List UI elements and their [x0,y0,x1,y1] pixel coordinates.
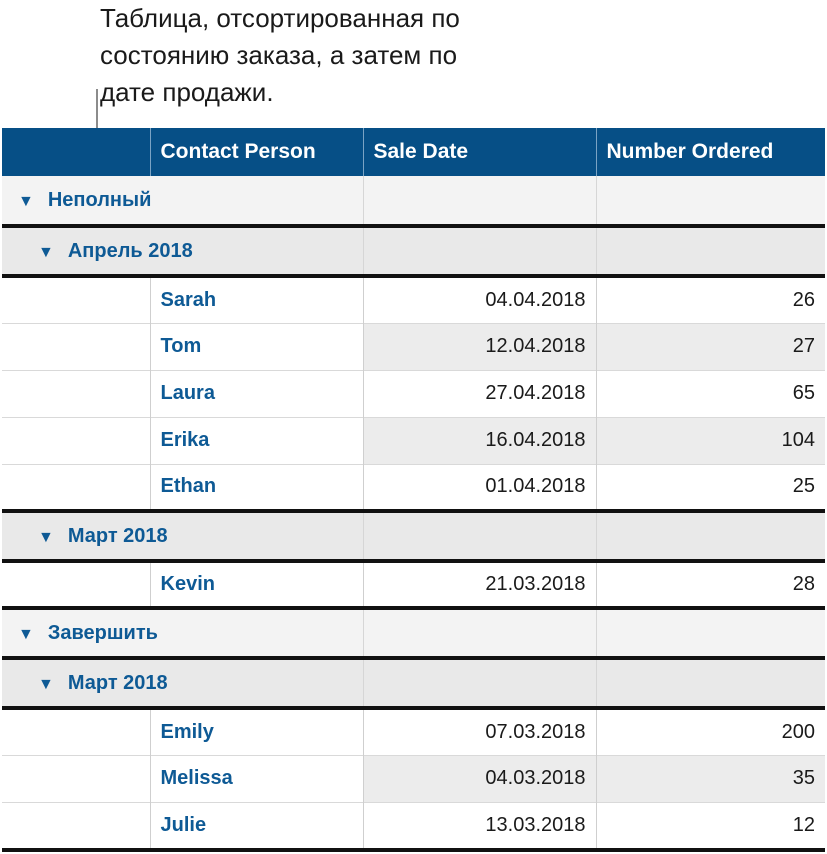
subgroup-row[interactable] [2,658,825,708]
table-bottom-border [2,848,825,852]
number-cell[interactable]: 200 [596,708,825,755]
header-cell-empty [2,128,150,176]
date-cell[interactable]: 21.03.2018 [363,561,596,608]
triangle-down-icon[interactable]: ▼ [18,625,34,643]
contact-cell[interactable]: Julie [150,802,363,849]
triangle-down-icon[interactable]: ▼ [18,192,34,210]
date-cell[interactable]: 27.04.2018 [363,370,596,417]
number-cell[interactable]: 28 [596,561,825,608]
group-row[interactable] [2,608,825,658]
table-row[interactable] [2,464,825,511]
group-row[interactable] [2,176,825,226]
header-sale-date[interactable]: Sale Date [363,128,596,176]
table-row[interactable] [2,802,825,849]
table-row[interactable] [2,370,825,417]
date-cell[interactable]: 13.03.2018 [363,802,596,849]
contact-cell[interactable]: Ethan [150,464,363,511]
subgroup-label: Апрель 2018 [67,239,193,262]
number-cell[interactable]: 27 [596,323,825,370]
number-cell[interactable]: 65 [596,370,825,417]
group-label: Завершить [47,621,158,644]
header-row [2,128,825,176]
contact-cell[interactable]: Tom [150,323,363,370]
header-contact-person[interactable]: Contact Person [150,128,363,176]
contact-cell[interactable]: Kevin [150,561,363,608]
number-cell[interactable]: 25 [596,464,825,511]
triangle-down-icon[interactable]: ▼ [38,528,54,546]
number-cell[interactable]: 12 [596,802,825,849]
contact-cell[interactable]: Laura [150,370,363,417]
group-label: Неполный [47,188,152,211]
contact-cell[interactable]: Emily [150,708,363,755]
subgroup-row[interactable] [2,511,825,561]
triangle-down-icon[interactable]: ▼ [38,675,54,693]
date-cell[interactable]: 12.04.2018 [363,323,596,370]
subgroup-row[interactable] [2,226,825,276]
number-cell[interactable]: 104 [596,417,825,464]
triangle-down-icon[interactable]: ▼ [38,243,54,261]
table-row[interactable] [2,323,825,370]
table-row[interactable] [2,708,825,755]
date-cell[interactable]: 04.04.2018 [363,276,596,323]
table-row[interactable] [2,561,825,608]
subgroup-label: Март 2018 [67,524,168,547]
date-cell[interactable]: 04.03.2018 [363,755,596,802]
date-cell[interactable]: 01.04.2018 [363,464,596,511]
table-row[interactable] [2,755,825,802]
header-number-ordered[interactable]: Number Ordered [596,128,825,176]
date-cell[interactable]: 07.03.2018 [363,708,596,755]
contact-cell[interactable]: Melissa [150,755,363,802]
contact-cell[interactable]: Sarah [150,276,363,323]
sorted-table [2,128,825,849]
table-row[interactable] [2,417,825,464]
callout-caption: Таблица, отсортированная по состоянию заказа, а затем по дате продажи. [100,3,460,107]
date-cell[interactable]: 16.04.2018 [363,417,596,464]
contact-cell[interactable]: Erika [150,417,363,464]
number-cell[interactable]: 35 [596,755,825,802]
table-row[interactable] [2,276,825,323]
subgroup-label: Март 2018 [67,671,168,694]
number-cell[interactable]: 26 [596,276,825,323]
